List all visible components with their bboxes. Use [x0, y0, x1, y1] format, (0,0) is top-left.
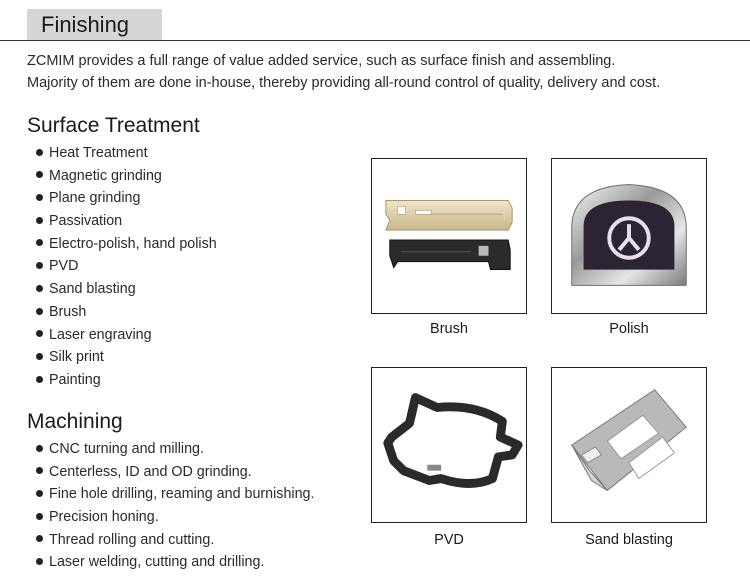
pvd-part-image	[372, 368, 526, 522]
list-item: Brush	[36, 301, 217, 324]
sand-blasting-photo	[551, 367, 707, 523]
brush-photo	[371, 158, 527, 314]
brush-caption: Brush	[430, 321, 468, 337]
list-item: Centerless, ID and OD grinding.	[36, 461, 314, 484]
list-item: Heat Treatment	[36, 142, 217, 165]
sand-blasting-caption: Sand blasting	[585, 532, 673, 548]
machining-list	[36, 438, 314, 574]
list-item: Thread rolling and cutting.	[36, 529, 314, 552]
brush-part-image	[372, 159, 526, 313]
section-tab	[27, 9, 162, 40]
list-item: Magnetic grinding	[36, 165, 217, 188]
list-item: Silk print	[36, 346, 217, 369]
list-item: Laser welding, cutting and drilling.	[36, 551, 314, 574]
list-item: Passivation	[36, 210, 217, 233]
pvd-caption: PVD	[434, 532, 464, 548]
list-item: Fine hole drilling, reaming and burnishing.	[36, 483, 314, 506]
surface-treatment-heading: Surface Treatment	[27, 114, 200, 137]
surface-treatment-list	[36, 142, 217, 392]
intro-line-1: ZCMIM provides a full range of value added service, such as surface finish and assembling.	[27, 53, 616, 69]
list-item: Precision honing.	[36, 506, 314, 529]
list-item: Electro-polish, hand polish	[36, 233, 217, 256]
list-item: Plane grinding	[36, 187, 217, 210]
polish-photo	[551, 158, 707, 314]
header-divider	[0, 40, 750, 41]
list-item: Sand blasting	[36, 278, 217, 301]
sand-blasting-part-image	[552, 368, 706, 522]
machining-heading: Machining	[27, 410, 123, 433]
polish-caption: Polish	[609, 321, 649, 337]
list-item: Painting	[36, 369, 217, 392]
list-item: Laser engraving	[36, 324, 217, 347]
section-title: Finishing	[41, 12, 130, 37]
list-item: CNC turning and milling.	[36, 438, 314, 461]
intro-text	[27, 50, 660, 94]
list-item: PVD	[36, 255, 217, 278]
polish-part-image	[552, 159, 706, 313]
intro-line-2: Majority of them are done in-house, thereby providing all-round control of quality, delivery and cost.	[27, 75, 661, 91]
pvd-photo	[371, 367, 527, 523]
